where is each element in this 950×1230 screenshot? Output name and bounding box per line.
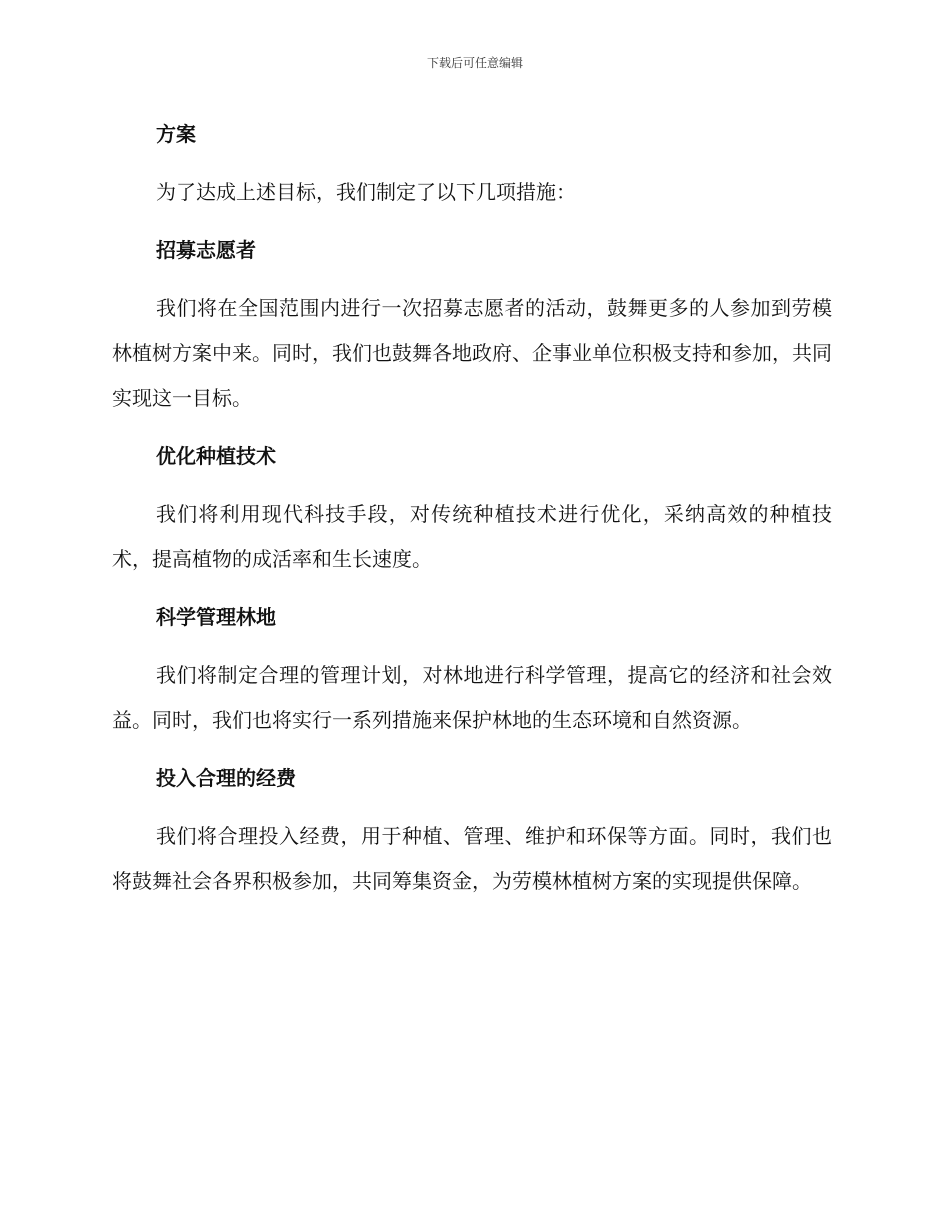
paragraph-forest-management: 我们将制定合理的管理计划，对林地进行科学管理，提高它的经济和社会效益。同时，我们也将实行一系列措施来保护林地的生态环境和自然资源。	[112, 663, 832, 732]
paragraph-intro: 为了达成上述目标，我们制定了以下几项措施：	[156, 180, 576, 204]
paragraph-planting-tech: 我们将利用现代科技手段，对传统种植技术进行优化，采纳高效的种植技术，提高植物的成活率和生长速度。	[112, 502, 832, 571]
paragraph-funding: 我们将合理投入经费，用于种植、管理、维护和环保等方面。同时，我们也将鼓舞社会各界积极参加，共同筹集资金，为劳模林植树方案的实现提供保障。	[112, 824, 832, 893]
section-heading-plan: 方案	[156, 122, 196, 146]
page-header-note: 下载后可任意编辑	[426, 56, 523, 70]
section-heading-forest-management: 科学管理林地	[156, 605, 276, 629]
paragraph-volunteers: 我们将在全国范围内进行一次招募志愿者的活动，鼓舞更多的人参加到劳模林植树方案中来。同时，我们也鼓舞各地政府、企事业单位积极支持和参加，共同实现这一目标。	[112, 296, 832, 410]
document-body	[112, 112, 832, 917]
section-heading-planting-tech: 优化种植技术	[156, 444, 276, 468]
section-heading-volunteers: 招募志愿者	[156, 238, 256, 262]
section-heading-funding: 投入合理的经费	[156, 766, 296, 790]
